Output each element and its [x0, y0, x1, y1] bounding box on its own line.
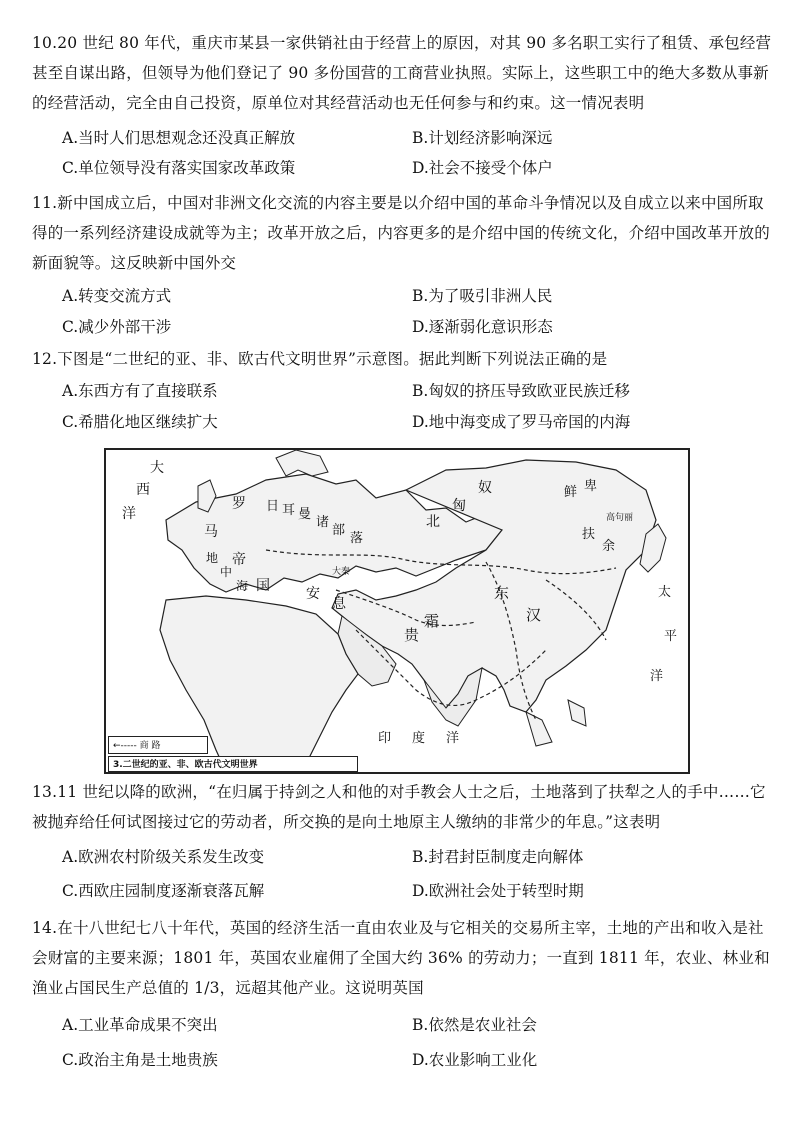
map-label: 太 — [658, 585, 672, 600]
map-label: 息 — [332, 596, 346, 612]
map-label: 耳 — [282, 503, 296, 518]
map-label: 匈 — [452, 498, 466, 514]
map-label: 平 — [664, 629, 678, 644]
ancient-world-map — [104, 448, 690, 774]
map-label: 帝 — [232, 552, 246, 568]
map-label: 印 — [378, 731, 392, 746]
question-14-option-b[interactable]: B.依然是农业社会 — [412, 1016, 537, 1034]
question-12-stem: 12.下图是“二世纪的亚、非、欧古代文明世界”示意图。据此判断下列说法正确的是 — [32, 350, 608, 368]
map-label: 诸 — [316, 515, 330, 530]
question-13-option-a[interactable]: A.欧洲农村阶级关系发生改变 — [62, 848, 265, 866]
map-label: 贵 — [404, 626, 420, 644]
question-13-stem: 13.11 世纪以降的欧洲，“在归属于持剑之人和他的对手教会人士之后，土地落到了扶犁之人的手中……它被抛弃给任何试图接过它的劳动者，所交换的是向土地原主人缴纳的非常少的年息。”这表明 — [32, 783, 766, 831]
map-label: 奴 — [478, 480, 492, 496]
map-label: 大秦 — [332, 567, 351, 577]
question-11-option-a[interactable]: A.转变交流方式 — [62, 287, 172, 305]
question-12-option-b[interactable]: B.匈奴的挤压导致欧亚民族迁移 — [412, 382, 630, 400]
question-14-option-c[interactable]: C.政治主角是土地贵族 — [62, 1051, 218, 1069]
map-label: 大 — [150, 460, 164, 476]
map-label: 东 — [494, 584, 510, 602]
question-14-stem: 14.在十八世纪七八十年代，英国的经济生活一直由农业及与它相关的交易所主宰，土地的产出和收入是社会财富的主要来源；1801 年，英国农业雇佣了全国大约 36% 的劳动力；一直到 1811 年，农业、林业和渔业占国民生产总值的 1/3，远超其他产业。这说明英国 — [32, 919, 770, 997]
map-label: 曼 — [298, 507, 312, 522]
map-label: 洋 — [446, 731, 460, 746]
map-label: 洋 — [122, 506, 136, 522]
map-label: 度 — [412, 731, 426, 746]
map-label: 扶 — [582, 527, 596, 542]
question-14-option-a[interactable]: A.工业革命成果不突出 — [62, 1016, 218, 1034]
question-11-option-d[interactable]: D.逐渐弱化意识形态 — [412, 318, 553, 336]
map-label: 马 — [204, 524, 218, 540]
map-label: 日 — [266, 499, 280, 514]
question-10-option-b[interactable]: B.计划经济影响深远 — [412, 129, 553, 147]
map-drawing — [106, 450, 688, 772]
question-12-option-d[interactable]: D.地中海变成了罗马帝国的内海 — [412, 413, 631, 431]
question-12-option-c[interactable]: C.希腊化地区继续扩大 — [62, 413, 218, 431]
question-12-option-a[interactable]: A.东西方有了直接联系 — [62, 382, 218, 400]
map-label: 高句丽 — [606, 513, 634, 523]
map-label: 洋 — [650, 669, 664, 684]
question-10-option-d[interactable]: D.社会不接受个体户 — [412, 159, 553, 177]
question-14-option-d[interactable]: D.农业影响工业化 — [412, 1051, 538, 1069]
map-label: 西 — [136, 482, 150, 498]
map-label: 地 — [206, 551, 219, 565]
map-label: 海 — [236, 579, 249, 593]
question-13-option-d[interactable]: D.欧洲社会处于转型时期 — [412, 882, 584, 900]
map-legend-trade-route: ←----- 商 路 — [108, 736, 208, 754]
question-10-option-a[interactable]: A.当时人们思想观念还没真正解放 — [62, 129, 296, 147]
map-caption: 3.二世纪的亚、非、欧古代文明世界 — [108, 756, 358, 772]
question-10-option-c[interactable]: C.单位领导没有落实国家改革政策 — [62, 159, 296, 177]
map-label: 安 — [306, 586, 320, 602]
map-label: 余 — [602, 539, 616, 554]
map-label: 汉 — [526, 606, 542, 624]
scandinavia — [276, 450, 328, 476]
question-11-option-b[interactable]: B.为了吸引非洲人民 — [412, 287, 553, 305]
question-13-option-c[interactable]: C.西欧庄园制度逐渐衰落瓦解 — [62, 882, 265, 900]
question-11-stem: 11.新中国成立后，中国对非洲文化交流的内容主要是以介绍中国的革命斗争情况以及自成立以来中国所取得的一系列经济建设成就等为主；改革开放之后，内容更多的是介绍中国的传统文化，介绍中国改革开放的新面貌等。这反映新中国外交 — [32, 194, 770, 272]
map-label: 霜 — [424, 612, 440, 630]
map-label: 国 — [256, 578, 270, 594]
question-11-option-c[interactable]: C.减少外部干涉 — [62, 318, 172, 336]
southeast-asia-islands — [526, 700, 586, 746]
question-13-option-b[interactable]: B.封君封臣制度走向解体 — [412, 848, 584, 866]
map-label: 部 — [332, 523, 346, 538]
map-label: 罗 — [232, 496, 246, 512]
map-label: 中 — [220, 565, 233, 579]
map-label: 卑 — [584, 479, 598, 494]
map-label: 北 — [426, 514, 440, 530]
question-10-stem: 10.20 世纪 80 年代，重庆市某县一家供销社由于经营上的原因，对其 90 多名职工实行了租赁、承包经营甚至自谋出路，但领导为他们登记了 90 多份国营的工商营业执照。实际上，这些职工中的绝大多数从事新的经营活动，完全由自己投资，原单位对其经营活动也无任何参与和约束。这一情况表明 — [32, 34, 772, 112]
map-label: 鲜 — [564, 485, 578, 500]
map-label: 落 — [350, 531, 364, 546]
